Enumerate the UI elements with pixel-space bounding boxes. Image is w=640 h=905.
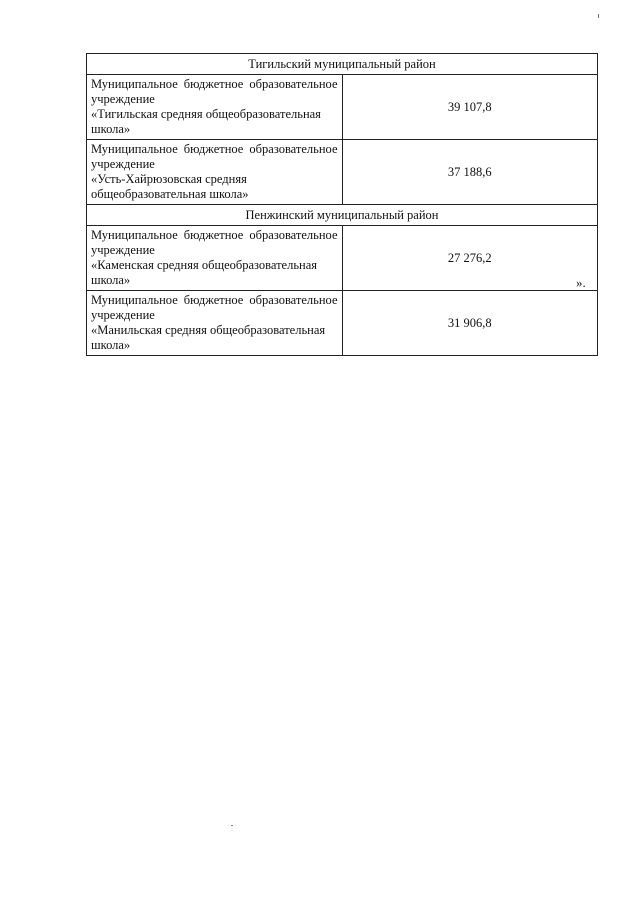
scan-mark	[598, 14, 599, 18]
institution-type: Муниципальное бюджетное образовательное учреждение	[91, 142, 338, 171]
table-row	[87, 75, 598, 140]
section-header-row	[87, 54, 598, 75]
institution-title: «Манильская средняя общеобразовательная школа»	[91, 323, 326, 352]
amount-cell: 31 906,8	[342, 291, 598, 356]
institution-title: «Тигильская средняя общеобразовательная школа»	[91, 107, 321, 136]
institution-type: Муниципальное бюджетное образовательное учреждение	[91, 77, 338, 106]
amount-cell: 27 276,2	[342, 226, 598, 291]
institution-name-cell	[87, 226, 343, 291]
closing-quote-mark: ».	[576, 275, 586, 290]
amount-cell: 37 188,6	[342, 140, 598, 205]
table-row	[87, 291, 598, 356]
section-header-row	[87, 205, 598, 226]
section-title: Тигильский муниципальный район	[87, 54, 598, 75]
institution-name-cell	[87, 140, 343, 205]
institution-title: «Каменская средняя общеобразовательная школа»	[91, 258, 318, 287]
amount-cell: 39 107,8	[342, 75, 598, 140]
institution-name-cell	[87, 75, 343, 140]
table-row	[87, 140, 598, 205]
scan-mark	[231, 825, 233, 826]
institution-type: Муниципальное бюджетное образовательное учреждение	[91, 228, 338, 257]
table-row	[87, 226, 598, 291]
institution-name-cell	[87, 291, 343, 356]
institution-type: Муниципальное бюджетное образовательное учреждение	[91, 293, 338, 322]
funding-table	[86, 53, 598, 356]
section-title: Пенжинский муниципальный район	[87, 205, 598, 226]
institution-title: «Усть-Хайрюзовская средняя общеобразовательная школа»	[91, 172, 249, 201]
